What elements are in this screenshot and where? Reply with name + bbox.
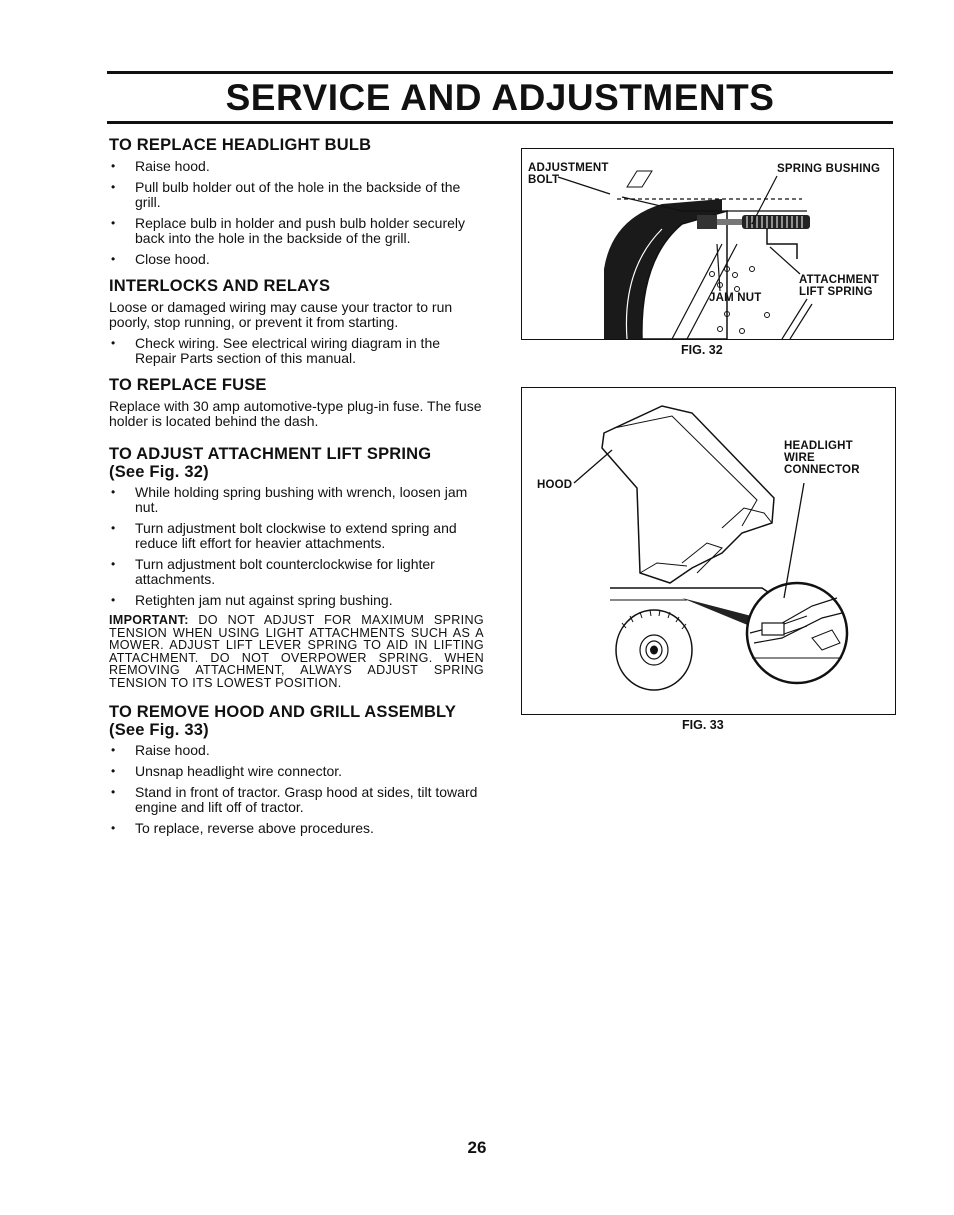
callout-hood: HOOD [537,479,573,491]
section-heading: TO REPLACE HEADLIGHT BULB [109,136,372,154]
callout-line: LIFT SPRING [799,286,873,298]
paragraph: Loose or damaged wiring may cause your tractor to run poorly, stop running, or prevent it from starting. [109,299,453,330]
list-item: • While holding spring bushing with wrench, loosen jam nut. [109,485,484,515]
bullet-list [109,743,484,836]
heading-line: TO ADJUST ATTACHMENT LIFT SPRING [109,445,432,463]
section-lift-spring [109,445,484,689]
list-item: • Check wiring. See electrical wiring diagram in the Repair Parts section of this manual. [109,336,484,366]
section-heading [109,703,484,739]
callout-line: ADJUSTMENT [528,162,609,174]
important-text: DO NOT ADJUST FOR MAXIMUM SPRING TENSION WHEN USING LIGHT ATTACHMENTS SUCH AS A MOWER. ADJUST LIFT LEVER SPRING TO AID IN LIFTING ATTACHMENT. DO NOT OVERPOWER SPRING. WHEN REMOVING ATTACHMENT, ALWAYS ADJUST SPRING TENSION TO ITS LOWEST POSITION. [109,613,484,690]
bullet-list [109,159,484,267]
section-interlocks [109,277,484,366]
figure-33 [521,387,896,715]
page-number: 26 [467,1138,487,1157]
figure-32-caption: FIG. 32 [681,343,723,357]
list-item: • Replace bulb in holder and push bulb holder securely back into the hole in the backside of the grill. [109,216,484,246]
section-headlight [109,136,484,267]
list-item: • Raise hood. [109,743,484,758]
list-item: • Retighten jam nut against spring bushing. [109,593,484,608]
top-rule [107,71,893,74]
page-title: SERVICE AND ADJUSTMENTS [225,77,775,118]
callout-line: HEADLIGHT [784,440,853,452]
important-note [109,614,484,689]
section-fuse [109,376,484,429]
heading-line: (See Fig. 32) [109,463,209,481]
list-item: • Pull bulb holder out of the hole in the backside of the grill. [109,180,484,210]
hood-removal-illustration [522,388,895,714]
list-item: • Unsnap headlight wire connector. [109,764,484,779]
title-underline-rule [107,121,893,124]
heading-line: (See Fig. 33) [109,721,209,739]
callout-adjustment-bolt [528,162,609,186]
callout-line: ATTACHMENT [799,274,880,286]
callout-spring-bushing: SPRING BUSHING [777,163,881,175]
bullet-list [109,336,484,366]
list-item: • Turn adjustment bolt clockwise to extend spring and reduce lift effort for heavier attachments. [109,521,484,551]
callout-line: CONNECTOR [784,464,860,476]
paragraph: Replace with 30 amp automotive-type plug-in fuse. The fuse holder is located behind the dash. [109,398,482,429]
list-item: • Close hood. [109,252,484,267]
list-item: • Raise hood. [109,159,484,174]
figure-32 [521,148,894,340]
section-heading [109,445,484,481]
left-column [109,136,484,846]
list-item: • To replace, reverse above procedures. [109,821,484,836]
list-item: • Stand in front of tractor. Grasp hood at sides, tilt toward engine and lift off of tractor. [109,785,484,815]
callout-headlight-wire-connector [784,440,860,476]
callout-line: BOLT [528,174,560,186]
section-hood [109,703,484,836]
section-heading: TO REPLACE FUSE [109,376,267,394]
callout-jam-nut: JAM NUT [709,292,762,304]
section-heading: INTERLOCKS AND RELAYS [109,277,331,295]
callout-line: WIRE [784,452,815,464]
important-label: IMPORTANT: [109,613,189,627]
callout-attachment-lift-spring [799,274,879,298]
heading-line: TO REMOVE HOOD AND GRILL ASSEMBLY [109,703,457,721]
list-item: • Turn adjustment bolt counterclockwise for lighter attachments. [109,557,484,587]
figure-33-caption: FIG. 33 [682,718,724,732]
bullet-list [109,485,484,608]
